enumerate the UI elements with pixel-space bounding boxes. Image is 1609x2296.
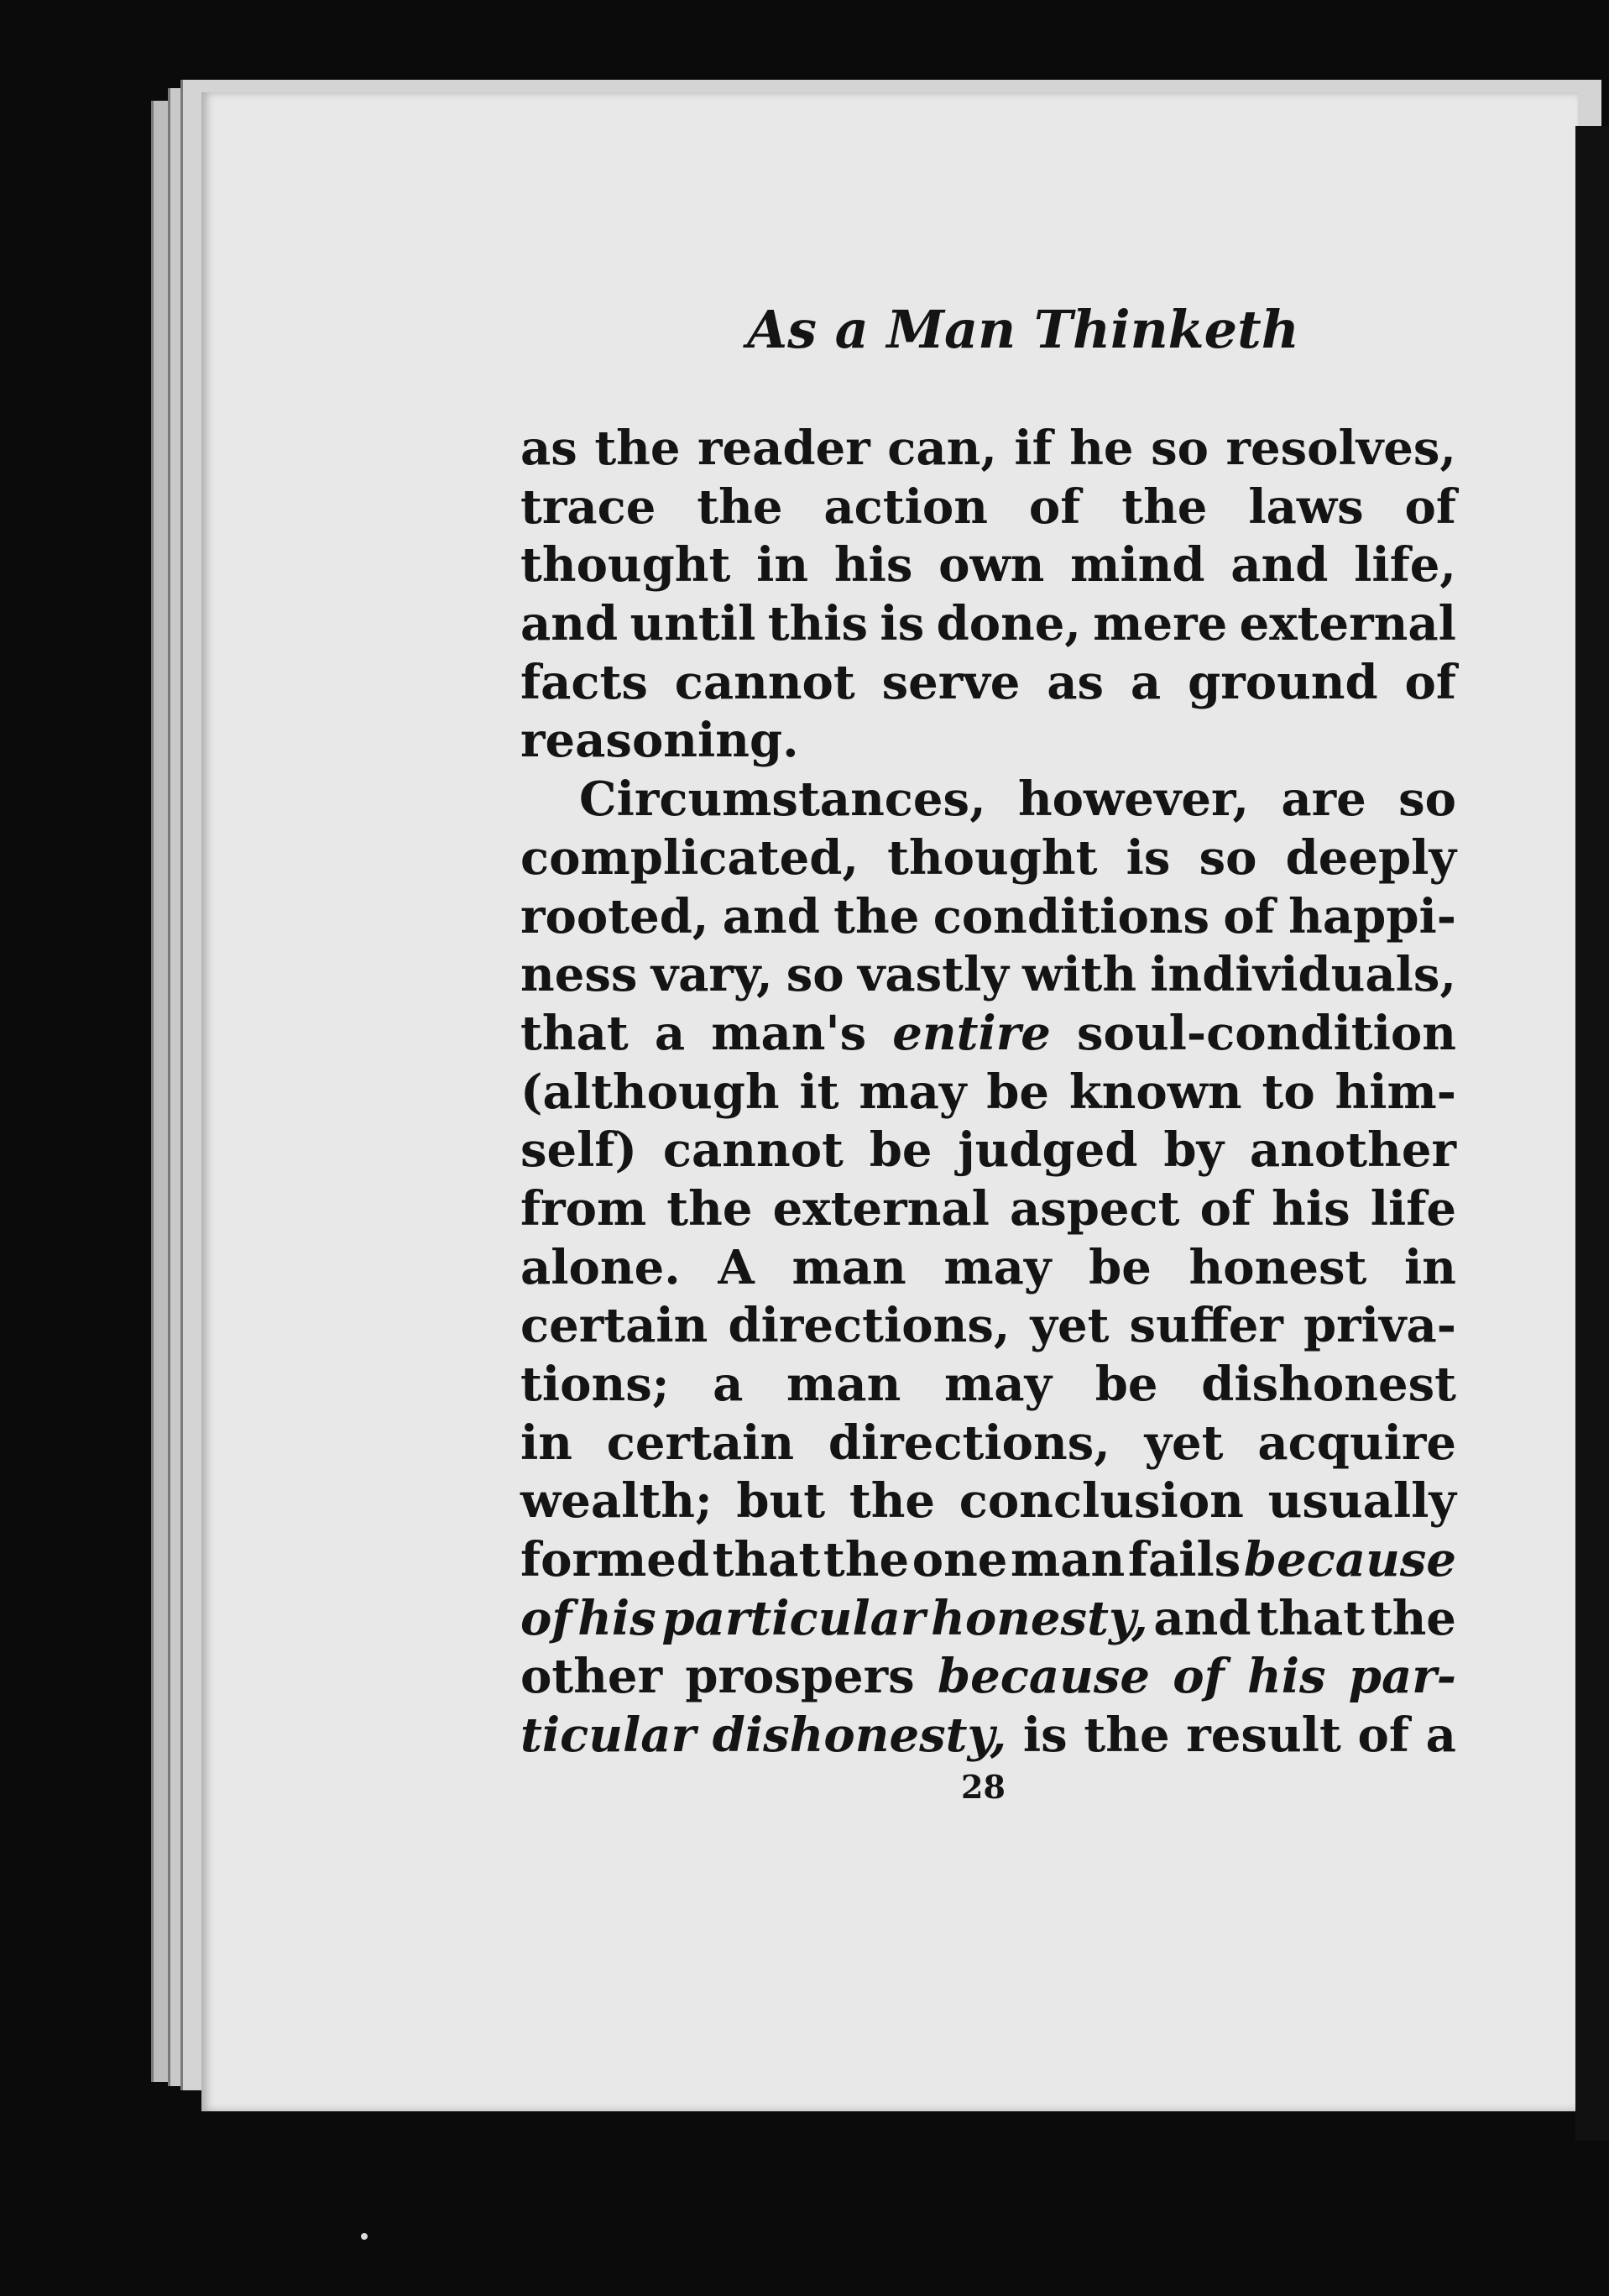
word: yet (1030, 1298, 1110, 1354)
word: so (786, 947, 844, 1003)
italic-word: particular (661, 1590, 926, 1646)
word: laws (1248, 479, 1364, 535)
text-line (520, 1239, 1456, 1298)
word: as (1047, 654, 1105, 710)
text-line (520, 1356, 1456, 1415)
word: rooted, (520, 888, 709, 944)
word: cannot (674, 654, 855, 710)
word: the (1084, 1708, 1170, 1764)
word: he (1069, 421, 1134, 476)
italic-word: because (937, 1649, 1151, 1705)
word: ground (1188, 654, 1378, 710)
word: own (938, 537, 1045, 594)
word: and (520, 596, 619, 652)
word: so (1151, 421, 1209, 476)
word: (although (520, 1064, 780, 1120)
text-line (520, 1648, 1456, 1707)
text-line (520, 888, 1456, 947)
word: a (654, 1005, 686, 1061)
word: happi- (1288, 888, 1456, 944)
word: trace (520, 479, 656, 535)
word: man (1011, 1532, 1126, 1588)
word: deeply (1285, 829, 1456, 886)
word: thought (520, 537, 731, 594)
word: facts (520, 654, 648, 710)
word: usually (1267, 1473, 1456, 1530)
word: reasoning. (520, 713, 799, 769)
word: life, (1354, 537, 1456, 594)
word: however, (1017, 771, 1249, 828)
italic-word: entire (892, 1005, 1051, 1061)
word: certain (520, 1298, 708, 1354)
word: by (1163, 1122, 1225, 1179)
text-line (520, 595, 1456, 654)
word: of (1404, 479, 1456, 535)
italic-word: of (1173, 1649, 1225, 1705)
word: a (1130, 654, 1162, 710)
word: in (1404, 1239, 1456, 1295)
word: of (1404, 654, 1456, 710)
word: dishonest (1201, 1357, 1456, 1412)
word: conclusion (959, 1473, 1244, 1530)
word: it (799, 1064, 839, 1120)
text-line (520, 1180, 1456, 1239)
word: honest (1188, 1239, 1367, 1295)
word: him- (1335, 1064, 1456, 1120)
text-line (520, 1472, 1456, 1531)
word: is (1126, 829, 1171, 886)
word: alone. (520, 1239, 681, 1295)
word: that (1256, 1590, 1365, 1646)
word: reader (697, 421, 870, 476)
word: one (912, 1532, 1008, 1588)
word: resolves, (1225, 421, 1456, 476)
word: prospers (685, 1649, 915, 1705)
word: individuals, (1150, 947, 1456, 1003)
word: and (1153, 1590, 1251, 1646)
word: is (880, 596, 925, 652)
text-line (520, 1415, 1456, 1473)
word: the (1121, 479, 1208, 535)
word: vastly (857, 947, 1009, 1003)
text-line (520, 1707, 1456, 1765)
facing-page-shadow (1575, 126, 1609, 2141)
word: man (791, 1239, 906, 1295)
italic-word: ticular (520, 1708, 697, 1764)
text-line (520, 479, 1456, 537)
word: and (722, 888, 820, 944)
word: be (1094, 1357, 1158, 1412)
italic-word: dishonesty, (712, 1708, 1007, 1764)
word: his (1272, 1180, 1350, 1237)
italic-word: honesty, (931, 1590, 1148, 1646)
word: life (1370, 1180, 1456, 1237)
word: may (943, 1239, 1052, 1295)
word: fails (1127, 1532, 1241, 1588)
text-line (520, 1005, 1456, 1064)
text-line (520, 829, 1456, 888)
word: of (1223, 888, 1275, 944)
word: be (869, 1122, 932, 1179)
text-line (520, 654, 1456, 713)
word: priva- (1303, 1298, 1456, 1354)
word: aspect (1009, 1180, 1180, 1237)
text-line (520, 1531, 1456, 1590)
word: the (823, 1532, 910, 1588)
word: but (736, 1473, 826, 1530)
word: are (1281, 771, 1366, 828)
body-text (520, 420, 1456, 1765)
word: a (1425, 1708, 1456, 1764)
word: his (833, 537, 913, 594)
text-line (520, 946, 1456, 1005)
word: be (1089, 1239, 1152, 1295)
text-line (520, 712, 1456, 771)
word: the (594, 421, 681, 476)
word: suffer (1129, 1298, 1283, 1354)
word: so (1199, 829, 1257, 886)
dust-speck (361, 2233, 368, 2240)
word: directions, (728, 1298, 1011, 1354)
word: as (520, 421, 577, 476)
word: be (986, 1064, 1050, 1120)
word: yet (1144, 1415, 1224, 1471)
word: certain (606, 1415, 795, 1471)
text-line (520, 1064, 1456, 1122)
italic-word: of (520, 1590, 572, 1646)
italic-word: par- (1348, 1649, 1456, 1705)
word: the (697, 479, 783, 535)
word: in (756, 537, 809, 594)
word: conditions (932, 888, 1210, 944)
text-line (520, 1590, 1456, 1649)
word: the (666, 1180, 753, 1237)
word: if (1014, 421, 1053, 476)
word: in (520, 1415, 572, 1471)
italic-word: because (1243, 1532, 1456, 1588)
word: of (1028, 479, 1081, 535)
text-line (520, 1297, 1456, 1356)
word: serve (881, 654, 1021, 710)
word: known (1068, 1064, 1242, 1120)
word: thought (887, 829, 1098, 886)
word: the (833, 888, 920, 944)
word: formed (520, 1532, 709, 1588)
word: cannot (662, 1122, 844, 1179)
word: until (629, 596, 756, 652)
word: vary, (650, 947, 773, 1003)
word: done, (936, 596, 1081, 652)
word: man (786, 1357, 901, 1412)
word: external (1239, 596, 1456, 652)
word: directions, (828, 1415, 1110, 1471)
word: complicated, (520, 829, 859, 886)
word: action (823, 479, 988, 535)
word: is (1022, 1708, 1068, 1764)
word: and (1230, 537, 1329, 594)
italic-word: his (1247, 1649, 1326, 1705)
text-line (520, 536, 1456, 595)
word: mere (1093, 596, 1228, 652)
word: mind (1070, 537, 1205, 594)
word: tions; (520, 1357, 670, 1412)
word: can, (887, 421, 997, 476)
word: ness (520, 947, 638, 1003)
word: man's (711, 1005, 867, 1061)
word: soul-condition (1077, 1005, 1456, 1061)
word: that (712, 1532, 821, 1588)
word: the (849, 1473, 936, 1530)
word: that (520, 1005, 629, 1061)
text-line (520, 771, 1456, 829)
word: result (1186, 1708, 1341, 1764)
word: of (1357, 1708, 1409, 1764)
word: other (520, 1649, 663, 1705)
text-line (520, 1122, 1456, 1180)
word: the (1370, 1590, 1456, 1646)
word: Circumstances, (579, 771, 986, 828)
word: a (713, 1357, 744, 1412)
word: judged (958, 1122, 1138, 1179)
word: self) (520, 1122, 638, 1179)
word: acquire (1257, 1415, 1456, 1471)
text-line (520, 420, 1456, 479)
word: of (1199, 1180, 1252, 1237)
word: to (1262, 1064, 1315, 1120)
running-head: As a Man Thinketh (747, 299, 1299, 360)
italic-word: his (577, 1590, 656, 1646)
word: wealth; (520, 1473, 713, 1530)
word: with (1022, 947, 1137, 1003)
word: may (943, 1357, 1053, 1412)
page-number: 28 (961, 1768, 1006, 1806)
word: from (520, 1180, 647, 1237)
word: may (859, 1064, 967, 1120)
word: external (772, 1180, 990, 1237)
word: another (1249, 1122, 1456, 1179)
word: A (718, 1239, 755, 1295)
word: so (1398, 771, 1456, 828)
word: this (767, 596, 869, 652)
